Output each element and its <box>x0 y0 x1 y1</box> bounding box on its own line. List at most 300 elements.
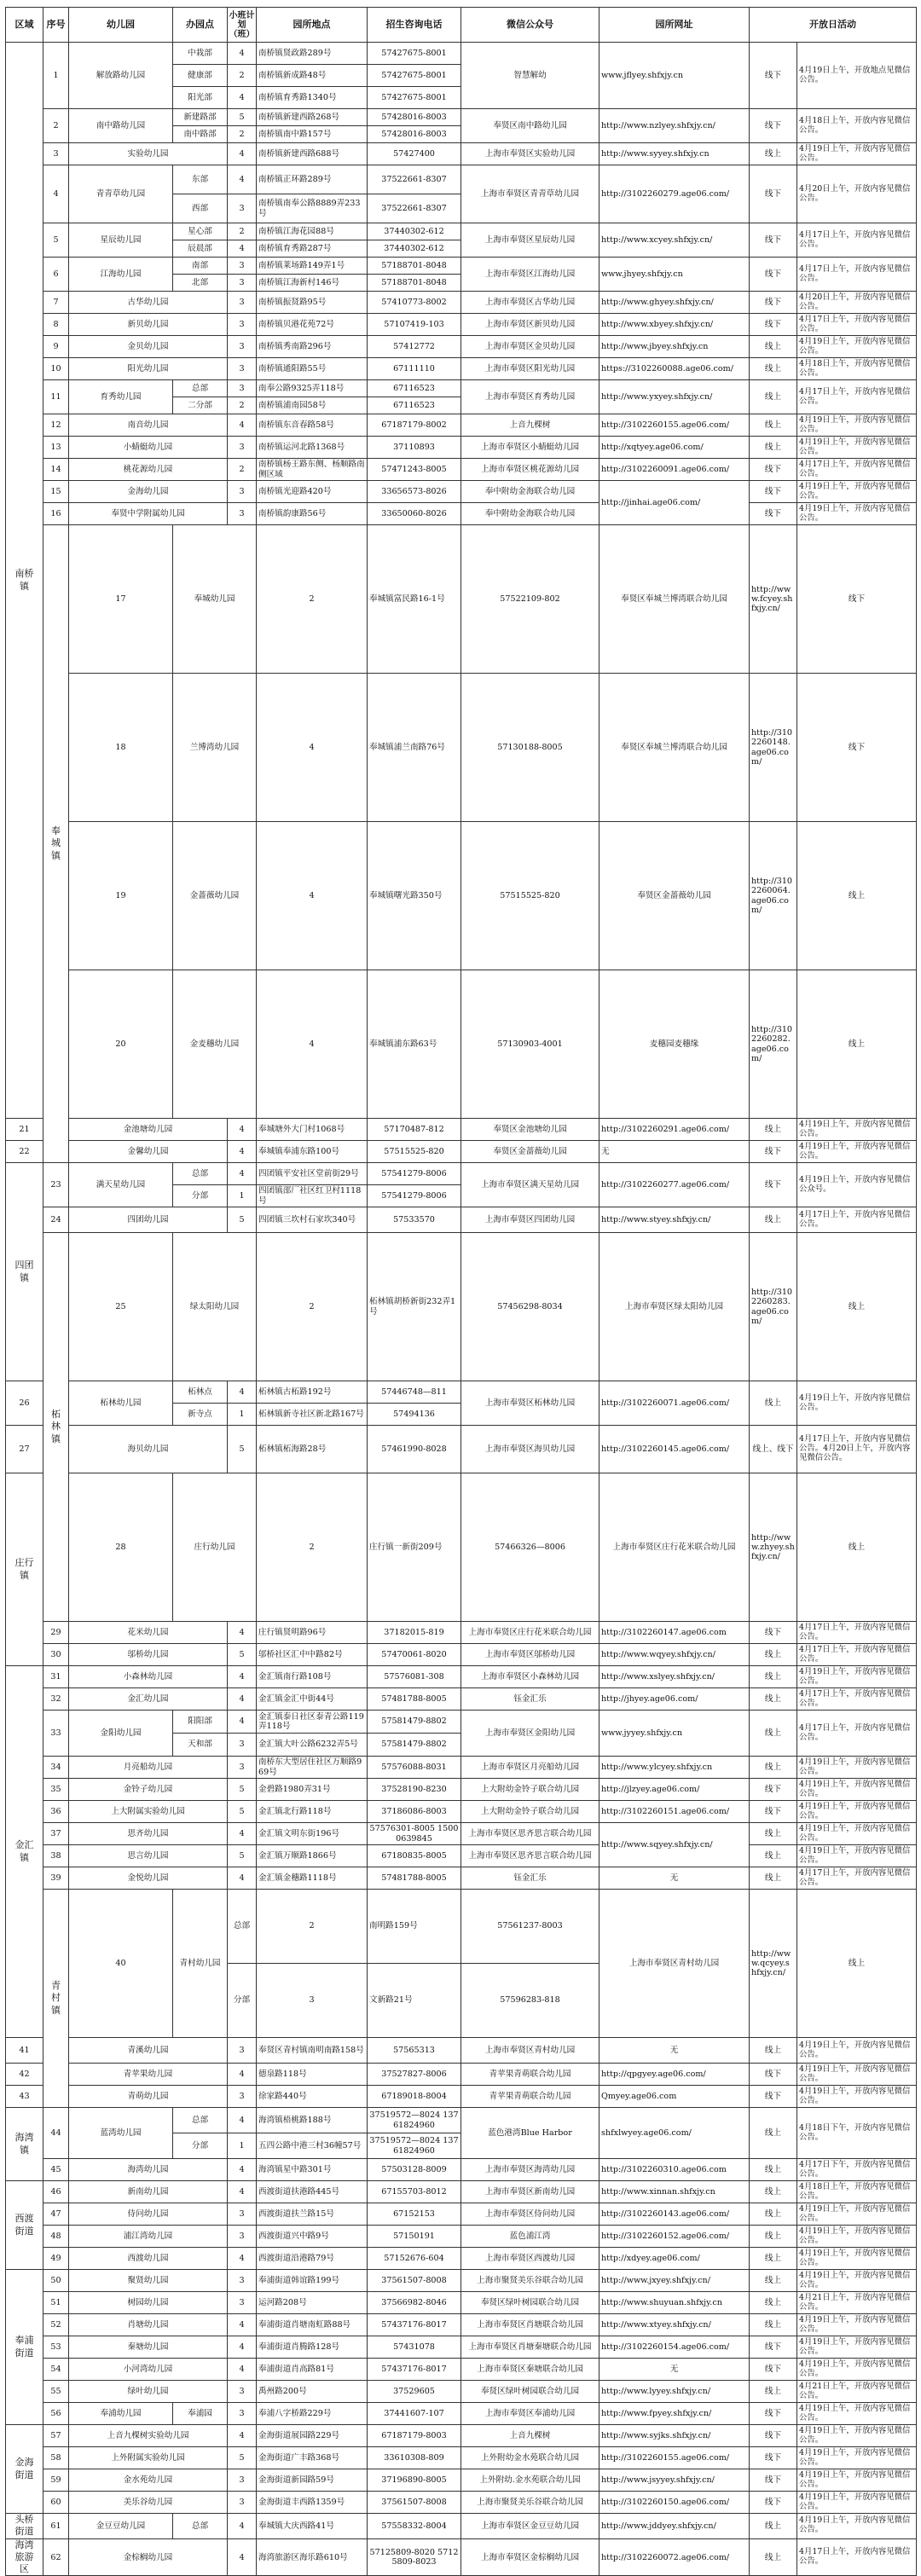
class-plan: 4 <box>228 1666 257 1688</box>
address: 奉浦街道肖腾路128号 <box>257 2336 368 2359</box>
phone: 57130903-4001 <box>461 970 600 1119</box>
phone: 37529605 <box>368 2381 461 2403</box>
open-mode: 线下 <box>750 1163 797 1207</box>
website-url[interactable]: http://3102260091.age06.com/ <box>600 459 750 481</box>
website-url[interactable]: http://3102260283.age06.com/ <box>750 1233 797 1381</box>
row-number: 10 <box>43 358 69 380</box>
kindergarten-name: 小森林幼儿园 <box>69 1666 228 1688</box>
address: 金汇镇北行路118号 <box>257 1801 368 1823</box>
website-url[interactable]: http://www.jbyey.shfxjy.cn <box>600 336 750 358</box>
phone: 57150191 <box>368 2226 461 2248</box>
class-plan: 3 <box>228 481 257 503</box>
row-number: 62 <box>43 2538 69 2576</box>
phone: 57125809-8020 57125809-8023 <box>368 2538 461 2576</box>
row-number: 23 <box>43 1163 69 1207</box>
website-url[interactable]: http://qpgyey.age06.com/ <box>600 2064 750 2086</box>
address: 南桥镇莱场路149弄1号 <box>257 258 368 275</box>
website-url[interactable]: http://www.qcyey.shfxjy.cn/ <box>750 1890 797 2038</box>
open-day-activity: 4月21日上午，开放内容见微信公告。 <box>797 2381 917 2403</box>
website-url[interactable]: http://3102260151.age06.com/ <box>600 1801 750 1823</box>
website-url[interactable]: http://www.jxyey.shfxjy.cn/ <box>600 2270 750 2292</box>
address: 南桥镇光迎路420号 <box>257 481 368 503</box>
website-url[interactable]: http://3102260071.age06.com/ <box>600 1381 750 1426</box>
row-number: 57 <box>43 2425 69 2447</box>
table-row <box>6 165 917 194</box>
class-plan: 2 <box>228 397 257 414</box>
class-plan: 5 <box>228 1779 257 1801</box>
phone: 57515525-820 <box>368 1141 461 1163</box>
website-url[interactable]: http://www.fcyey.shfxjy.cn/ <box>750 525 797 674</box>
open-day-activity: 4月19日上午，开放内容见微信公告。 <box>797 2086 917 2108</box>
row-number: 47 <box>43 2203 69 2226</box>
kindergarten-name: 奉贤中学附属幼儿园 <box>69 503 228 525</box>
row-number: 56 <box>43 2403 69 2425</box>
phone: 57107419-103 <box>368 314 461 336</box>
website-url[interactable]: www.jyyey.shfxjy.cn <box>600 1711 750 1757</box>
row-number: 20 <box>69 970 173 1119</box>
website-url[interactable]: 无 <box>600 1141 750 1163</box>
campus-name: 阳光部 <box>173 87 228 109</box>
open-mode: 线下 <box>750 109 797 143</box>
class-plan: 4 <box>228 2181 257 2203</box>
open-mode: 线下 <box>750 314 797 336</box>
address: 四团镇邵厂社区红卫村1118号 <box>257 1185 368 1207</box>
wechat-account: 青苹果青萌联合幼儿园 <box>461 2064 600 2086</box>
phone: 57503128-8009 <box>368 2159 461 2181</box>
website-url[interactable]: www.jhyey.shfxjy.cn <box>600 258 750 292</box>
row-number: 35 <box>43 1779 69 1801</box>
kindergarten-name: 青苹果幼儿园 <box>69 2064 228 2086</box>
open-mode: 线上 <box>750 1757 797 1779</box>
open-day-activity: 4月17日上午，开放内容见微信公告。 <box>797 314 917 336</box>
kindergarten-name: 上音九棵树实验幼儿园 <box>69 2425 228 2447</box>
website-url[interactable]: http://xqtyey.age06.com/ <box>600 437 750 459</box>
address: 文新路21号 <box>368 1964 461 2038</box>
campus-name: 总部 <box>228 1890 257 1964</box>
open-day-activity: 4月19日上午，开放内容见微信公告。 <box>797 2064 917 2086</box>
row-number: 1 <box>43 43 69 109</box>
website-url[interactable]: http://3102260155.age06.com/ <box>600 414 750 437</box>
address: 南桥镇新建西路268号 <box>257 109 368 126</box>
class-plan: 5 <box>228 1644 257 1666</box>
website-url[interactable]: http://www.xslyey.shfxjy.cn/ <box>600 1666 750 1688</box>
address: 庄行镇贤明路96号 <box>257 1622 368 1644</box>
district-cell: 庄行镇 <box>6 1473 43 1666</box>
open-mode: 线上 <box>797 822 917 970</box>
website-url[interactable]: http://www.syyey.shfxjy.cn <box>600 143 750 165</box>
wechat-account: 上大附幼金铃子联合幼儿园 <box>461 1779 600 1801</box>
phone: 33656573-8026 <box>368 481 461 503</box>
kindergarten-name: 金蔷薇幼儿园 <box>173 822 257 970</box>
website-url[interactable]: http://3102260148.age06.com/ <box>750 674 797 822</box>
phone: 67180835-8005 <box>368 1845 461 1867</box>
class-plan: 4 <box>228 165 257 194</box>
header-campus: 办园点 <box>173 8 228 43</box>
class-plan: 4 <box>228 2314 257 2336</box>
phone: 33650060-8026 <box>368 503 461 525</box>
website-url[interactable]: http://3102260064.age06.com/ <box>750 822 797 970</box>
phone: 57427675-8001 <box>368 87 461 109</box>
class-plan: 2 <box>228 223 257 240</box>
website-url[interactable]: www.jflyey.shfxjy.cn <box>600 43 750 109</box>
website-url[interactable]: http://www.yxyey.shfxjy.cn/ <box>600 380 750 414</box>
phone: 37561507-8008 <box>368 2270 461 2292</box>
phone: 57428016-8003 <box>368 109 461 126</box>
class-plan: 4 <box>228 240 257 258</box>
row-number: 53 <box>43 2336 69 2359</box>
website-url[interactable]: http://www.xtyey.shfxjy.cn/ <box>600 2314 750 2336</box>
website-url[interactable]: http://jinhai.age06.com/ <box>600 481 750 525</box>
website-url[interactable]: http://jlzyey.age06.com/ <box>600 1779 750 1801</box>
kindergarten-name: 青村幼儿园 <box>173 1890 228 2038</box>
row-number: 46 <box>43 2181 69 2203</box>
website-url[interactable]: http://3102260277.age06.com/ <box>600 1163 750 1207</box>
class-plan: 4 <box>228 2359 257 2381</box>
website-url[interactable]: http://www.syjks.shfxjy.cn/ <box>600 2425 750 2447</box>
wechat-account: 蓝色港湾Blue Harbor <box>461 2108 600 2159</box>
website-url[interactable]: http://3102260147.age06.com <box>600 1622 750 1644</box>
table-row <box>6 1688 917 1711</box>
kindergarten-name: 金汇幼儿园 <box>69 1688 228 1711</box>
table-row <box>6 2336 917 2359</box>
open-mode: 线上 <box>750 2159 797 2181</box>
kindergarten-name: 青青草幼儿园 <box>69 165 173 223</box>
kindergarten-name: 金悦幼儿园 <box>69 1867 228 1890</box>
phone: 37527827-8006 <box>368 2064 461 2086</box>
website-url[interactable]: http://3102260072.age06.com/ <box>600 2538 750 2576</box>
kindergarten-name: 解放路幼儿园 <box>69 43 173 109</box>
wechat-account: 上音九棵树 <box>461 2425 600 2447</box>
address: 南桥镇江海花园88号 <box>257 223 368 240</box>
class-plan: 4 <box>228 1163 257 1185</box>
kindergarten-name: 柘林幼儿园 <box>69 1381 173 1426</box>
kindergarten-name: 满天星幼儿园 <box>69 1163 173 1207</box>
open-day-activity: 4月19日上午，开放内容见微信公告。 <box>797 1141 917 1163</box>
open-mode: 线上 <box>750 2514 797 2539</box>
open-day-activity: 4月19日上午，开放内容见微信公告。 <box>797 2514 917 2539</box>
table-row <box>6 2292 917 2314</box>
website-url[interactable]: http://www.xcyey.shfxjy.cn/ <box>600 223 750 258</box>
phone: 57470061-8020 <box>368 1644 461 1666</box>
district-cell: 金汇镇 <box>6 1666 43 2038</box>
class-plan: 5 <box>228 1207 257 1233</box>
phone: 57581479-8802 <box>368 1734 461 1757</box>
kindergarten-name: 阳光幼儿园 <box>69 358 228 380</box>
website-url[interactable]: http://3102260143.age06.com/ <box>600 2203 750 2226</box>
phone: 37528190-8230 <box>368 1779 461 1801</box>
table-row <box>6 380 917 397</box>
open-mode: 线上 <box>750 414 797 437</box>
wechat-account: 麦穗园麦穗缘 <box>600 970 750 1119</box>
open-mode: 线下 <box>750 481 797 503</box>
open-mode: 线下 <box>797 525 917 674</box>
address: 金海街道展园路229号 <box>257 2425 368 2447</box>
address: 金海街道丰西路1359号 <box>257 2492 368 2514</box>
row-number: 50 <box>43 2270 69 2292</box>
website-url[interactable]: http://3102260155.age06.com/ <box>600 2447 750 2469</box>
class-plan: 3 <box>228 2403 257 2425</box>
open-day-activity: 4月17日上午，开放内容见微信公告。 <box>797 1207 917 1233</box>
phone: 67116523 <box>368 397 461 414</box>
wechat-account: 上海市聚贤美乐谷联合幼儿园 <box>461 2270 600 2292</box>
class-plan: 3 <box>228 2270 257 2292</box>
website-url[interactable]: http://jhyey.age06.com/ <box>600 1688 750 1711</box>
table-row <box>6 2086 917 2108</box>
phone: 67189018-8004 <box>368 2086 461 2108</box>
class-plan: 4 <box>228 43 257 65</box>
website-url[interactable]: https://3102260088.age06.com/ <box>600 358 750 380</box>
table-row <box>6 109 917 126</box>
campus-name: 东部 <box>173 165 228 194</box>
website-url[interactable]: 无 <box>600 2038 750 2064</box>
open-day-activity: 4月19日上午，开放地点见微信公告。 <box>797 43 917 109</box>
open-mode: 线上 <box>750 1119 797 1141</box>
phone: 57522109-802 <box>461 525 600 674</box>
open-mode: 线下 <box>750 165 797 223</box>
wechat-account: 奉中附幼金海联合幼儿园 <box>461 481 600 503</box>
campus-name: 西部 <box>173 194 228 223</box>
website-url[interactable]: http://www.jsyyey.shfxjy.cn/ <box>600 2469 750 2492</box>
row-number: 52 <box>43 2314 69 2336</box>
website-url[interactable]: http://www.wqyey.shfxjy.cn/ <box>600 1644 750 1666</box>
row-number: 55 <box>43 2381 69 2403</box>
website-url[interactable]: http://xdyey.age06.com/ <box>600 2248 750 2270</box>
table-row <box>6 970 917 1119</box>
wechat-account: 上海市奉贤区金棕榈幼儿园 <box>461 2538 600 2576</box>
open-mode: 线下 <box>750 1141 797 1163</box>
address: 金汇镇文明东街196号 <box>257 1823 368 1845</box>
website-url[interactable]: 无 <box>600 2359 750 2381</box>
wechat-account: 上海市奉贤区金阳幼儿园 <box>461 1711 600 1757</box>
row-number: 4 <box>43 165 69 223</box>
address: 南桥镇育秀路1340号 <box>257 87 368 109</box>
class-plan: 4 <box>228 2159 257 2181</box>
phone: 57581479-8802 <box>368 1711 461 1734</box>
phone: 57437176-8017 <box>368 2314 461 2336</box>
table-row <box>6 459 917 481</box>
class-plan: 4 <box>257 674 368 822</box>
class-plan: 2 <box>228 459 257 481</box>
website-url[interactable]: http://www.fpyey.shfxjy.cn/ <box>600 2403 750 2425</box>
class-plan: 4 <box>228 2248 257 2270</box>
kindergarten-name: 蓝湾幼儿园 <box>69 2108 173 2159</box>
address: 南桥镇通阳路55号 <box>257 358 368 380</box>
open-day-activity: 4月19日上午，开放内容见微信公告。 <box>797 2469 917 2492</box>
kindergarten-name: 兰博湾幼儿园 <box>173 674 257 822</box>
phone: 33610308-809 <box>368 2447 461 2469</box>
open-mode: 线下 <box>750 1801 797 1823</box>
table-row <box>6 1644 917 1666</box>
class-plan: 4 <box>228 1711 257 1734</box>
open-day-activity: 4月19日上午，开放内容见微信公告。 <box>797 503 917 525</box>
class-plan: 4 <box>257 822 368 970</box>
class-plan: 2 <box>257 525 368 674</box>
kindergarten-name: 月亮船幼儿园 <box>69 1757 228 1779</box>
address: 金汇镇金汇中街44号 <box>257 1688 368 1711</box>
kindergarten-name: 思齐幼儿园 <box>69 1823 228 1845</box>
class-plan: 2 <box>228 126 257 143</box>
address: 奉浦八字桥路229号 <box>257 2403 368 2425</box>
address: 南桥镇新建西路688号 <box>257 143 368 165</box>
table-row <box>6 314 917 336</box>
header-class-plan: 小班计划（班） <box>228 8 257 43</box>
website-url[interactable]: http://www.zhyey.shfxjy.cn/ <box>750 1473 797 1622</box>
website-url[interactable]: http://www.nzlyey.shfxjy.cn/ <box>600 109 750 143</box>
district-cell: 西渡街道 <box>6 2181 43 2270</box>
website-url[interactable]: http://www.shuyuan.shfxjy.cn <box>600 2292 750 2314</box>
table-row <box>6 1845 917 1867</box>
address: 南桥镇贤政路289号 <box>257 43 368 65</box>
row-number: 11 <box>43 380 69 414</box>
open-day-activity: 4月20日上午，开放内容见微信公告。 <box>797 165 917 223</box>
kindergarten-name: 青萌幼儿园 <box>69 2086 228 2108</box>
table-row <box>6 414 917 437</box>
address: 南桥镇新成路48号 <box>257 65 368 87</box>
open-day-activity: 4月17日上午，开放内容见微信公告。 <box>797 1711 917 1757</box>
open-mode: 线上 <box>750 1823 797 1845</box>
website-url[interactable]: 无 <box>600 1867 750 1890</box>
open-day-activity: 4月19日上午，开放内容见微信公告。 <box>797 143 917 165</box>
class-plan: 3 <box>228 1757 257 1779</box>
kindergarten-name: 小蜻蜓幼儿园 <box>69 437 228 459</box>
open-mode: 线上 <box>750 2538 797 2576</box>
address: 南桥镇贝港花苑72号 <box>257 314 368 336</box>
open-day-activity: 4月19日上午，开放内容见微信公告。 <box>797 2203 917 2226</box>
class-plan: 3 <box>228 358 257 380</box>
header-kindergarten: 幼儿园 <box>69 8 173 43</box>
website-url[interactable]: http://www.ylcyey.shfxjy.cn <box>600 1757 750 1779</box>
row-number: 33 <box>43 1711 69 1757</box>
header-website: 园所网址 <box>600 8 750 43</box>
class-plan: 4 <box>228 1119 257 1141</box>
table-row <box>6 292 917 314</box>
row-number: 2 <box>43 109 69 143</box>
header-wechat: 微信公众号 <box>461 8 600 43</box>
row-number: 24 <box>43 1207 69 1233</box>
class-plan: 4 <box>228 1688 257 1711</box>
open-mode: 线上 <box>750 2203 797 2226</box>
district-cell: 海湾镇 <box>6 2108 43 2181</box>
row-number: 3 <box>43 143 69 165</box>
open-mode: 线上 <box>750 2270 797 2292</box>
website-url[interactable]: http://3102260279.age06.com/ <box>600 165 750 223</box>
class-plan: 1 <box>228 1185 257 1207</box>
open-mode: 线上 <box>750 1867 797 1890</box>
open-day-activity: 4月17日上午，开放内容见微信公告。 <box>797 223 917 258</box>
open-day-activity: 4月19日上午，开放内容见微信公告。 <box>797 1119 917 1141</box>
row-number: 32 <box>43 1688 69 1711</box>
open-mode: 线上 <box>750 1207 797 1233</box>
website-url[interactable]: http://www.lyyey.shfxjy.cn/ <box>600 2381 750 2403</box>
table-row <box>6 1779 917 1801</box>
website-url[interactable]: http://3102260152.age06.com/ <box>600 2226 750 2248</box>
website-url[interactable]: Qmyey.age06.com <box>600 2086 750 2108</box>
table-row <box>6 1381 917 1404</box>
campus-name: 辰晨部 <box>173 240 228 258</box>
website-url[interactable]: shfxlwyey.age06.com/ <box>600 2108 750 2159</box>
website-url[interactable]: http://3102260154.age06.com/ <box>600 2336 750 2359</box>
website-url[interactable]: http://3102260310.age06.com <box>600 2159 750 2181</box>
website-url[interactable]: http://3102260291.age06.com/ <box>600 1119 750 1141</box>
address: 德泉路118号 <box>257 2064 368 2086</box>
wechat-account: 上海市奉贤区邬桥幼儿园 <box>461 1644 600 1666</box>
open-mode: 线上 <box>797 1233 917 1381</box>
open-mode: 线上 <box>797 1890 917 2038</box>
website-url[interactable]: http://3102260150.age06.com/ <box>600 2492 750 2514</box>
class-plan: 3 <box>228 2469 257 2492</box>
website-url[interactable]: http://www.ghyey.shfxjy.cn/ <box>600 292 750 314</box>
wechat-account: 奉贤区金蔷薇幼儿园 <box>600 822 750 970</box>
campus-name: 阳阳部 <box>173 1711 228 1734</box>
open-day-activity: 4月18日下午，开放内容见微信公告。 <box>797 2108 917 2159</box>
phone: 67187179-8003 <box>368 2425 461 2447</box>
address: 运河路208号 <box>257 2292 368 2314</box>
open-day-activity: 4月19日上午，开放内容见微信公告。 <box>797 1823 917 1845</box>
open-day-activity: 4月17日上午，开放内容见微信公告。4月20日上午，开放内容见微信公告。 <box>797 1426 917 1473</box>
campus-name: 总部 <box>173 380 228 397</box>
address: 庄行镇一新街209号 <box>368 1473 461 1622</box>
phone: 37519572—8024 13761824960 <box>368 2108 461 2133</box>
phone: 57152676-604 <box>368 2248 461 2270</box>
kindergarten-name: 金豆豆幼儿园 <box>69 2514 173 2539</box>
row-number: 39 <box>43 1867 69 1890</box>
row-number: 7 <box>43 292 69 314</box>
open-mode: 线下 <box>750 2425 797 2447</box>
phone: 37196890-8005 <box>368 2469 461 2492</box>
open-mode: 线下 <box>750 459 797 481</box>
website-url[interactable]: http://3102260282.age06.com/ <box>750 970 797 1119</box>
website-url[interactable]: http://www.xbyey.shfxjy.cn/ <box>600 314 750 336</box>
class-plan: 2 <box>257 1473 368 1622</box>
kindergarten-name: 树园幼儿园 <box>69 2292 228 2314</box>
table-row <box>6 1426 917 1473</box>
address: 四团镇三坎村石家坎340号 <box>257 1207 368 1233</box>
wechat-account: 上海市奉贤区月亮船幼儿园 <box>461 1757 600 1779</box>
phone: 67187179-8002 <box>368 414 461 437</box>
class-plan: 3 <box>228 2226 257 2248</box>
address: 西渡街道扶港路445号 <box>257 2181 368 2203</box>
address: 南桥镇南奉公路8889弄233号 <box>257 194 368 223</box>
table-row <box>6 2270 917 2292</box>
website-url[interactable]: http://www.jddyey.shfxjy.cn/ <box>600 2514 750 2539</box>
open-mode: 线下 <box>750 503 797 525</box>
wechat-account: 奉贤区绿叶树园联合幼儿园 <box>461 2381 600 2403</box>
wechat-account: 上海市奉贤区新南幼儿园 <box>461 2181 600 2203</box>
website-url[interactable]: http://www.sqyey.shfxjy.cn/ <box>600 1823 750 1867</box>
row-number: 18 <box>69 674 173 822</box>
open-mode: 线上 <box>750 2381 797 2403</box>
open-mode: 线下 <box>750 1779 797 1801</box>
website-url[interactable]: http://3102260145.age06.com/ <box>600 1426 750 1473</box>
district-cell: 南桥镇 <box>6 43 43 1119</box>
campus-name: 南中路部 <box>173 126 228 143</box>
header-district: 区域 <box>6 8 43 43</box>
address: 西渡街道沿港路79号 <box>257 2248 368 2270</box>
table-row <box>6 1823 917 1845</box>
table-row <box>6 2403 917 2425</box>
open-mode: 线上 <box>750 437 797 459</box>
kindergarten-name: 花米幼儿园 <box>69 1622 228 1644</box>
website-url[interactable]: http://www.xinnan.shfxjy.cn <box>600 2181 750 2203</box>
row-number: 42 <box>6 2064 43 2086</box>
wechat-account: 上海市奉贤区肖塘秦塘联合幼儿园 <box>461 2336 600 2359</box>
campus-name: 南部 <box>173 258 228 275</box>
wechat-account: 上音九棵树 <box>461 414 600 437</box>
row-number: 8 <box>43 314 69 336</box>
website-url[interactable]: http://www.styey.shfxjy.cn/ <box>600 1207 750 1233</box>
phone: 57481788-8005 <box>368 1688 461 1711</box>
row-number: 34 <box>43 1757 69 1779</box>
